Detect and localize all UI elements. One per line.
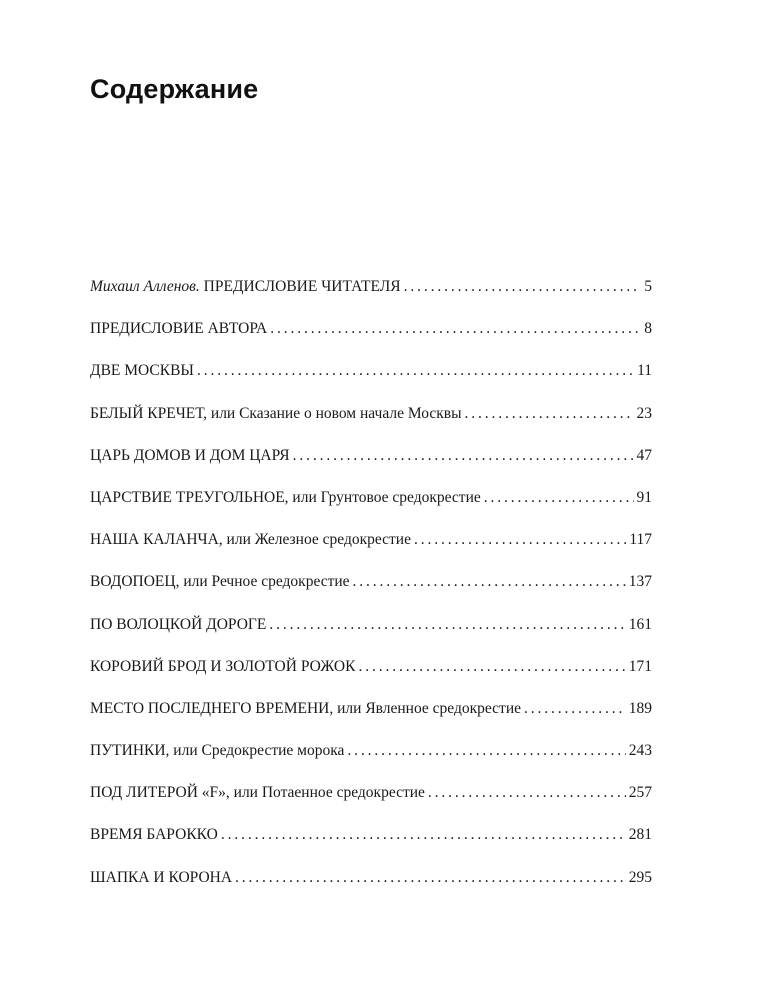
dot-leader [465, 393, 634, 435]
toc-entry-title: БЕЛЫЙ КРЕЧЕТ, или Сказание о новом начале Москвы [90, 404, 462, 422]
toc-entry-page: 189 [628, 699, 652, 717]
table-of-contents [90, 266, 652, 899]
toc-entry[interactable] [90, 308, 652, 350]
toc-entry[interactable] [90, 646, 652, 688]
toc-entry[interactable] [90, 350, 652, 392]
toc-entry[interactable] [90, 561, 652, 603]
dot-leader [524, 688, 626, 730]
toc-entry-page: 281 [628, 826, 652, 844]
toc-entry-page: 47 [636, 446, 652, 464]
toc-entry-title: НАША КАЛАНЧА, или Железное средокрестие [90, 531, 411, 549]
toc-entry[interactable] [90, 519, 652, 561]
toc-entry-title: ПУТИНКИ, или Средокрестие морока [90, 742, 345, 760]
toc-entry[interactable] [90, 266, 652, 308]
toc-entry-page: 117 [629, 531, 652, 549]
toc-entry-title: ЦАРЬ ДОМОВ И ДОМ ЦАРЯ [90, 446, 290, 464]
toc-entry-title: ЦАРСТВИЕ ТРЕУГОЛЬНОЕ, или Грунтовое средокрестие [90, 488, 481, 506]
page-title: Содержание [90, 74, 259, 104]
toc-entry[interactable] [90, 688, 652, 730]
toc-entry-title: ШАПКА И КОРОНА [90, 868, 233, 886]
toc-entry[interactable] [90, 814, 652, 856]
dot-leader [414, 519, 626, 561]
dot-leader [358, 646, 625, 688]
toc-entry-page: 137 [628, 573, 652, 591]
toc-entry-page: 8 [644, 320, 652, 338]
dot-leader [197, 350, 634, 392]
toc-entry[interactable] [90, 477, 652, 519]
toc-entry-page: 295 [628, 868, 652, 886]
toc-entry-page: 171 [628, 657, 652, 675]
toc-entry[interactable] [90, 435, 652, 477]
toc-entry[interactable] [90, 772, 652, 814]
toc-entry-title: КОРОВИЙ БРОД И ЗОЛОТОЙ РОЖОК [90, 657, 356, 675]
dot-leader [353, 561, 626, 603]
dot-leader [347, 730, 625, 772]
toc-entry-title: ДВЕ МОСКВЫ [90, 362, 194, 380]
dot-leader [235, 857, 626, 899]
toc-entry[interactable] [90, 730, 652, 772]
dot-leader [404, 266, 642, 308]
toc-entry-title: ПРЕДИСЛОВИЕ АВТОРА [90, 320, 268, 338]
toc-entry-page: 243 [628, 742, 652, 760]
toc-entry-page: 91 [636, 488, 652, 506]
dot-leader [221, 814, 626, 856]
toc-entry-page: 161 [628, 615, 652, 633]
toc-entry-title: ПО ВОЛОЦКОЙ ДОРОГЕ [90, 615, 267, 633]
toc-entry-page: 11 [637, 362, 652, 380]
toc-entry[interactable] [90, 604, 652, 646]
toc-entry-page: 23 [636, 404, 652, 422]
dot-leader [484, 477, 634, 519]
toc-entry-author: Михаил Алленов. [90, 278, 200, 295]
toc-entry-title: МЕСТО ПОСЛЕДНЕГО ВРЕМЕНИ, или Явленное средокрестие [90, 699, 521, 717]
dot-leader [293, 435, 634, 477]
toc-entry[interactable] [90, 393, 652, 435]
toc-entry-title: ПОД ЛИТЕРОЙ «F», или Потаенное средокрестие [90, 784, 425, 802]
toc-entry-text [90, 266, 401, 308]
toc-entry[interactable] [90, 857, 652, 899]
dot-leader [269, 604, 625, 646]
dot-leader [428, 772, 626, 814]
toc-entry-page: 5 [644, 278, 652, 295]
toc-entry-title: ВОДОПОЕЦ, или Речное средокрестие [90, 573, 350, 591]
dot-leader [270, 308, 641, 350]
toc-entry-title: ВРЕМЯ БАРОККО [90, 826, 218, 844]
toc-entry-title: ПРЕДИСЛОВИЕ ЧИТАТЕЛЯ [203, 278, 401, 295]
toc-entry-page: 257 [628, 784, 652, 802]
